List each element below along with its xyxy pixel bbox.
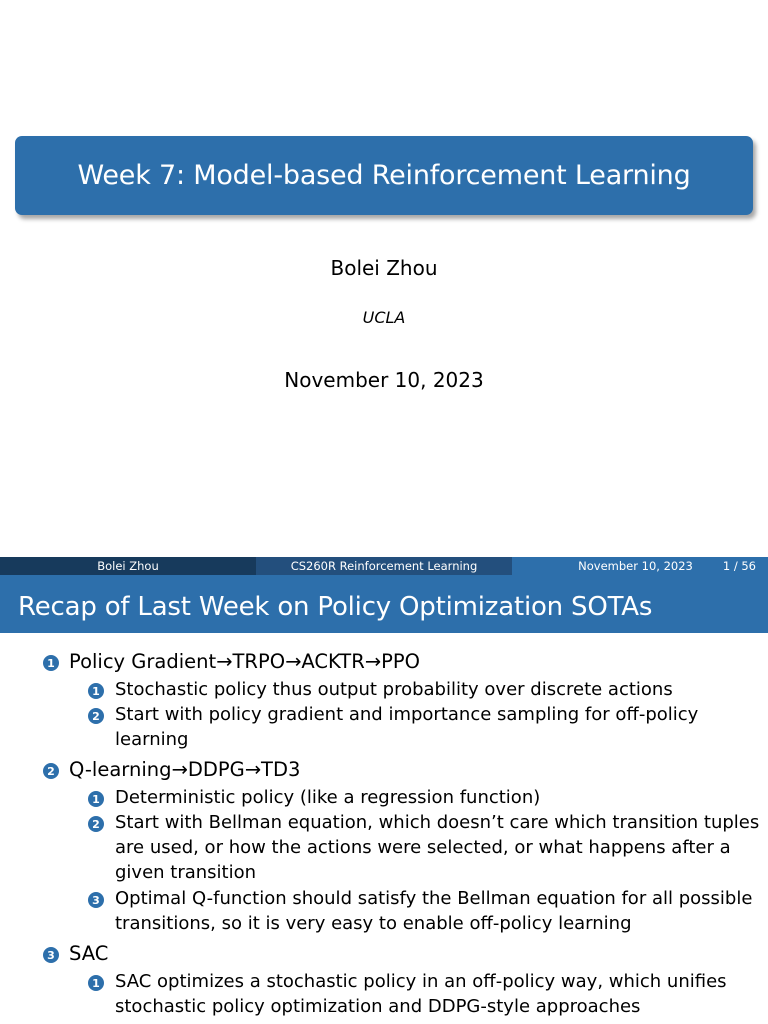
sub-item-line: Optimal Q-function should satisfy the Bellman equation for all possible bbox=[115, 888, 753, 909]
sub-item-line: transitions, so it is very easy to enable off-policy learning bbox=[115, 913, 632, 934]
footer-course: CS260R Reinforcement Learning bbox=[256, 557, 512, 575]
presentation-date: November 10, 2023 bbox=[284, 368, 484, 392]
list-item: SAC bbox=[69, 942, 109, 965]
footer-right bbox=[512, 557, 768, 575]
institution: UCLA bbox=[362, 308, 406, 327]
sub-bullet: 1 bbox=[88, 683, 104, 699]
sub-bullet: 3 bbox=[88, 892, 104, 908]
list-item: Q-learning→DDPG→TD3 bbox=[69, 758, 301, 781]
sub-item-line: learning bbox=[115, 729, 189, 750]
page-number: 1 / 56 bbox=[722, 559, 756, 573]
author-name: Bolei Zhou bbox=[330, 256, 438, 280]
slide2-content bbox=[0, 633, 768, 1024]
sub-item-line: Start with policy gradient and importance sampling for off-policy bbox=[115, 704, 699, 725]
sub-item-line: Start with Bellman equation, which doesn’t care which transition tuples bbox=[115, 812, 760, 833]
slide2-title-bar bbox=[0, 575, 768, 633]
sub-item-line: are used, or how the actions were selected, or what happens after a bbox=[115, 837, 731, 858]
sub-bullet: 2 bbox=[88, 816, 104, 832]
list-bullet: 2 bbox=[43, 763, 59, 779]
sub-bullet: 2 bbox=[88, 708, 104, 724]
list-item: Policy Gradient→TRPO→ACKTR→PPO bbox=[69, 650, 420, 673]
list-bullet: 1 bbox=[43, 655, 59, 671]
sub-item-line: SAC optimizes a stochastic policy in an off-policy way, which unifies bbox=[115, 971, 727, 992]
slide-title: Week 7: Model-based Reinforcement Learning bbox=[77, 160, 691, 191]
sub-bullet: 1 bbox=[88, 791, 104, 807]
footer-date: November 10, 2023 bbox=[578, 559, 693, 573]
sub-item-line: Deterministic policy (like a regression function) bbox=[115, 787, 541, 808]
sub-item-line: given transition bbox=[115, 862, 257, 883]
sub-item-line: stochastic policy optimization and DDPG-style approaches bbox=[115, 996, 641, 1017]
sub-item-line: Stochastic policy thus output probability over discrete actions bbox=[115, 679, 673, 700]
sub-bullet: 1 bbox=[88, 975, 104, 991]
slide2-title: Recap of Last Week on Policy Optimization SOTAs bbox=[18, 592, 653, 622]
slide-footer bbox=[0, 557, 768, 575]
footer-author: Bolei Zhou bbox=[0, 557, 256, 575]
list-bullet: 3 bbox=[43, 947, 59, 963]
title-banner bbox=[15, 136, 753, 215]
